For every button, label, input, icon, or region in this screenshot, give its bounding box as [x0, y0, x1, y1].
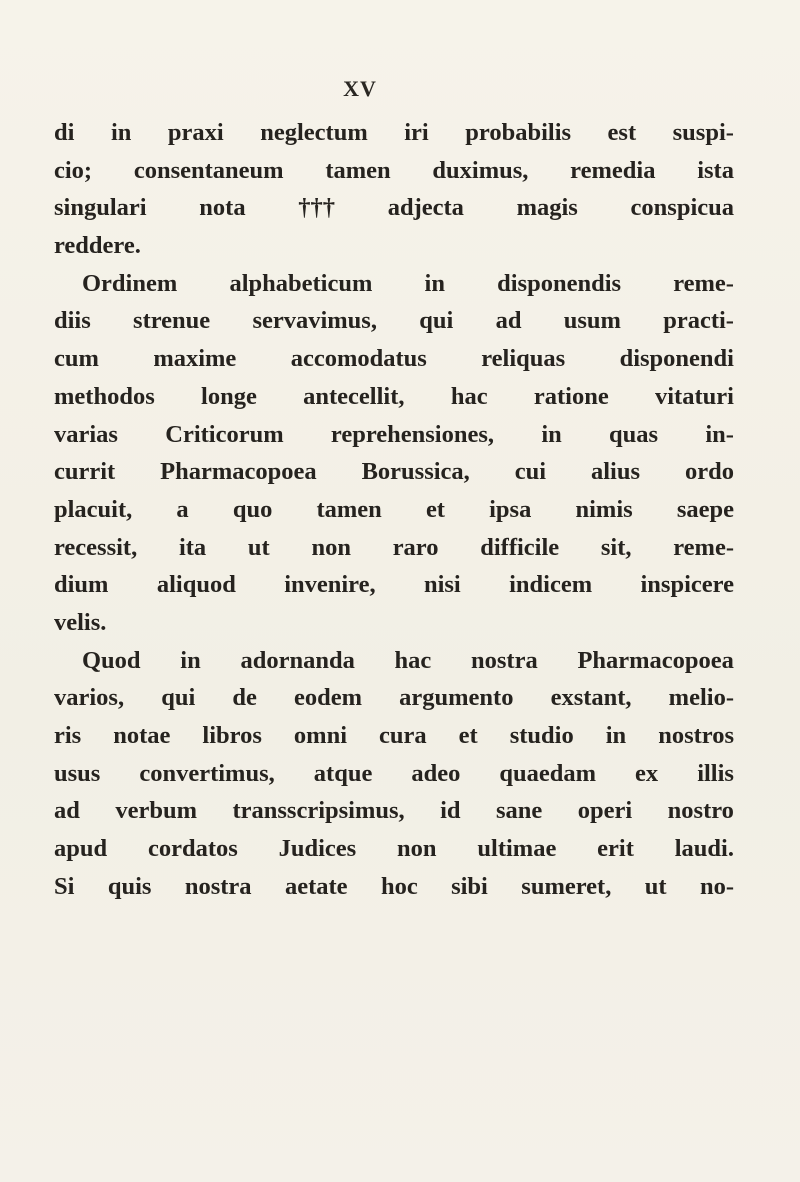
word: hac [450, 382, 488, 410]
word: indicem [509, 571, 593, 599]
word: ordo [684, 458, 734, 486]
text-line [54, 152, 734, 190]
word: in [424, 269, 445, 297]
word: tamen [316, 495, 382, 523]
word: suspi- [672, 119, 734, 146]
word: ris [54, 722, 82, 749]
word: Pharmacopoea [160, 458, 317, 486]
word: aliquod [156, 571, 236, 599]
word: Pharmacopoea [577, 646, 734, 674]
word: hoc [380, 872, 418, 900]
word: studio [509, 722, 574, 749]
word: no- [699, 872, 734, 900]
word: reme- [673, 269, 734, 297]
word: id [440, 797, 461, 825]
text-line [54, 340, 734, 378]
word: apud [54, 835, 108, 863]
word: disponendi [619, 345, 734, 373]
word: et [458, 722, 478, 749]
word: nostros [658, 722, 734, 749]
word: eodem [293, 684, 363, 712]
word: usum [563, 307, 621, 335]
word: verbum [115, 797, 198, 825]
word: quo [232, 495, 273, 523]
word: alphabeticum [229, 269, 373, 297]
word: omni [293, 722, 347, 749]
word: qui [161, 684, 196, 712]
word: singulari [54, 194, 147, 222]
word: velis. [54, 608, 107, 636]
word: ad [495, 307, 522, 335]
word: Criticorum [165, 420, 284, 448]
text-line [54, 265, 734, 303]
word: vitaturi [655, 382, 734, 410]
word: nostro [667, 797, 734, 825]
word: remedia [570, 156, 656, 184]
text-line [54, 868, 734, 906]
word: convertimus, [139, 759, 275, 787]
word: sane [496, 797, 543, 825]
word: nota [199, 194, 246, 222]
word: non [311, 533, 351, 561]
word: quas [609, 420, 659, 448]
word: invenire, [284, 571, 376, 599]
word: disponendis [497, 269, 622, 297]
word: ††† [298, 194, 336, 222]
word: magis [516, 194, 578, 222]
word: aetate [284, 872, 348, 900]
text-line [54, 302, 734, 340]
word: ex [635, 759, 659, 787]
word: conspicua [630, 194, 734, 222]
word: strenue [133, 307, 211, 335]
word: est [607, 119, 637, 146]
word: sit, [600, 533, 632, 561]
word: ad [54, 797, 80, 825]
word: reddere. [54, 232, 141, 260]
word: cui [514, 458, 547, 486]
word: libros [202, 722, 262, 749]
word: adjecta [387, 194, 464, 222]
text-line [54, 453, 734, 491]
word: in [110, 119, 132, 146]
word: ultimae [477, 835, 557, 863]
text-line [54, 529, 734, 567]
text-line [54, 227, 734, 265]
word: ista [697, 156, 734, 184]
word: argumento [399, 684, 514, 712]
text-line [54, 642, 734, 680]
word: praxi [167, 119, 224, 146]
word: reliquas [481, 345, 566, 373]
word: illis [697, 759, 734, 787]
word: de [232, 684, 257, 712]
word: atque [313, 759, 373, 787]
word: cio; [54, 156, 93, 184]
word: qui [419, 307, 454, 335]
word: servavimus, [252, 307, 377, 335]
text-line [54, 755, 734, 793]
word: quis [107, 872, 152, 900]
word: saepe [676, 495, 734, 523]
text-line [54, 604, 734, 642]
word: methodos [54, 382, 155, 410]
word: currit [54, 458, 116, 486]
text-line [54, 717, 734, 755]
word: ut [247, 533, 270, 561]
word: reprehensiones, [330, 420, 495, 448]
word: recessit, [54, 533, 138, 561]
word: hac [394, 646, 432, 674]
word: Si [54, 872, 75, 900]
word: neglectum [260, 119, 368, 146]
text-line [54, 189, 734, 227]
word: in [180, 646, 201, 674]
word: alius [591, 458, 641, 486]
word: diis [54, 307, 91, 335]
word: di [54, 119, 75, 146]
word: Borussica, [361, 458, 470, 486]
word: consentaneum [133, 156, 284, 184]
word: ipsa [489, 495, 532, 523]
body-text [54, 114, 734, 905]
word: nostra [184, 872, 252, 900]
word: varias [54, 420, 118, 448]
word: a [176, 495, 189, 523]
word: placuit, [54, 495, 133, 523]
word: inspicere [640, 571, 734, 599]
text-line [54, 679, 734, 717]
word: erit [597, 835, 634, 863]
word: in- [705, 420, 734, 448]
word: Quod [82, 646, 141, 674]
text-line [54, 792, 734, 830]
word: usus [54, 759, 101, 787]
word: cordatos [147, 835, 238, 863]
page-number: XV [343, 76, 377, 101]
text-line [54, 416, 734, 454]
word: nimis [575, 495, 633, 523]
word: longe [201, 382, 257, 410]
word: duximus, [432, 156, 529, 184]
word: transscripsimus, [232, 797, 405, 825]
word: sibi [451, 872, 488, 900]
word: practi- [663, 307, 734, 335]
word: in [541, 420, 562, 448]
word: nisi [423, 571, 461, 599]
word: cura [379, 722, 427, 749]
word: raro [392, 533, 439, 561]
word: exstant, [550, 684, 632, 712]
word: et [425, 495, 445, 523]
word: cum [54, 345, 99, 373]
word: operi [577, 797, 633, 825]
word: in [605, 722, 627, 749]
word: adeo [411, 759, 461, 787]
word: probabilis [465, 119, 572, 146]
text-line [54, 491, 734, 529]
word: non [397, 835, 437, 863]
word: accomodatus [290, 345, 427, 373]
word: notae [113, 722, 171, 749]
text-line [54, 566, 734, 604]
word: ut [644, 872, 667, 900]
word: nostra [471, 646, 538, 674]
word: dium [54, 571, 109, 599]
word: antecellit, [303, 382, 405, 410]
word: ratione [533, 382, 609, 410]
text-line [54, 830, 734, 868]
word: melio- [668, 684, 734, 712]
text-line [54, 378, 734, 416]
text-line [54, 114, 734, 152]
word: tamen [325, 156, 391, 184]
word: sumeret, [521, 872, 612, 900]
word: laudi. [674, 835, 734, 863]
word: iri [404, 119, 429, 146]
word: maxime [153, 345, 237, 373]
word: ita [178, 533, 207, 561]
word: Judices [278, 835, 357, 863]
word: adornanda [240, 646, 355, 674]
word: reme- [673, 533, 734, 561]
word: Ordinem [82, 269, 178, 297]
word: difficile [480, 533, 560, 561]
word: quaedam [499, 759, 597, 787]
word: varios, [54, 684, 125, 712]
